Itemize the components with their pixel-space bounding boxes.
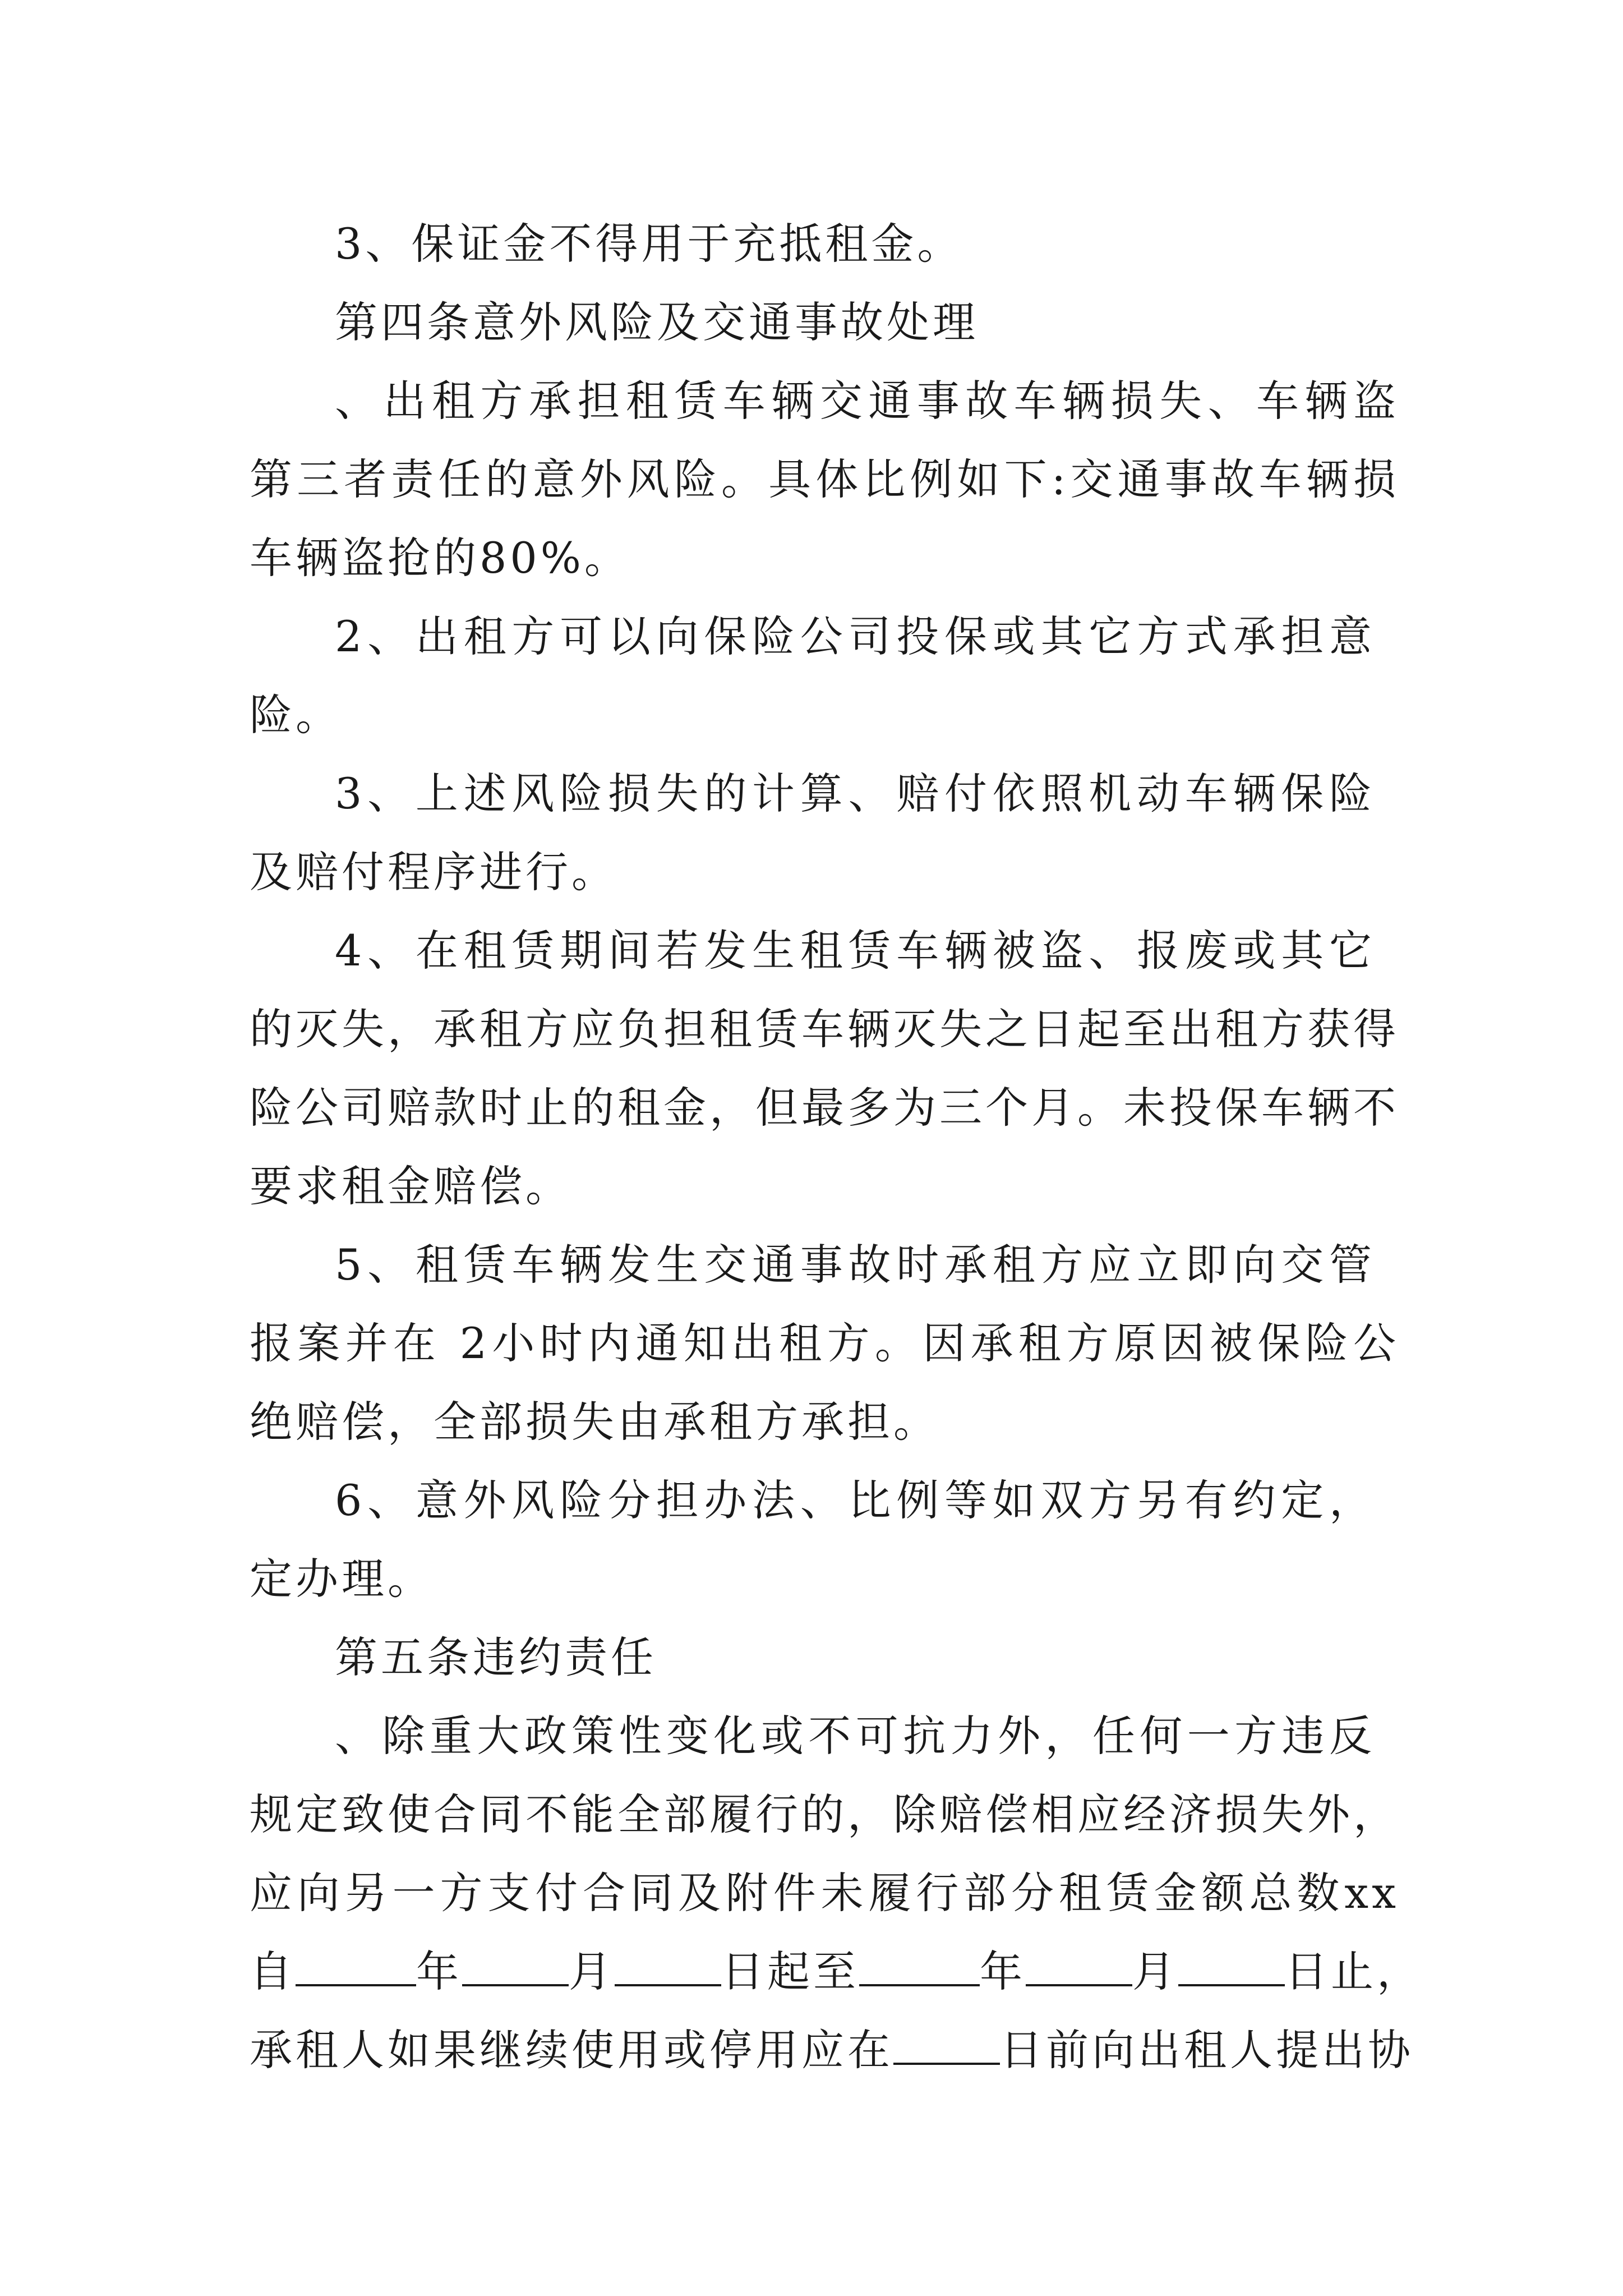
article-5-clause-1-line-2: 规定致使合同不能全部履行的，除赔偿相应经济损失外，: [250, 1789, 1399, 1839]
date-year-label-2: 年: [980, 1947, 1026, 1996]
blank-start-day: [615, 1945, 721, 1986]
blank-end-month: [1026, 1945, 1132, 1986]
article-4-clause-1-line-3: 车辆盗抢的80%。: [250, 533, 630, 583]
blank-end-day: [1178, 1945, 1285, 1986]
renewal-text-after: 日前向出租人提出协: [1000, 2025, 1414, 2075]
article-4-clause-5-line-3: 绝赔偿，全部损失由承租方承担。: [250, 1397, 939, 1447]
blank-end-year: [859, 1945, 980, 1986]
article-4-clause-1-line-1: 、出租方承担租赁车辆交通事故车辆损失、车辆盗: [335, 376, 1399, 426]
blank-renewal-day: [893, 2023, 1000, 2065]
article-4-clause-6-line-1: 6、意外风险分担办法、比例等如双方另有约定，: [335, 1475, 1375, 1525]
blank-start-year: [296, 1945, 416, 1986]
date-month-label-2: 月: [1132, 1947, 1178, 1996]
paragraph-deposit-rule: 3、保证金不得用于充抵租金。: [335, 219, 963, 269]
article-5-heading: 第五条违约责任: [335, 1632, 657, 1682]
date-month-label-1: 月: [569, 1947, 615, 1996]
article-4-clause-3-line-1: 3、上述风险损失的计算、赔付依照机动车辆保险: [335, 769, 1375, 818]
article-4-clause-5-line-1: 5、租赁车辆发生交通事故时承租方应立即向交管: [335, 1240, 1375, 1290]
renewal-text-before: 承租人如果继续使用或停用应在: [250, 2025, 893, 2075]
article-5-clause-1-line-3: 应向另一方支付合同及附件未履行部分租赁金额总数xx: [250, 1868, 1399, 1918]
article-4-clause-2-line-1: 2、出租方可以向保险公司投保或其它方式承担意: [335, 611, 1375, 661]
article-4-clause-4-line-2: 的灭失，承租方应负担租赁车辆灭失之日起至出租方获得: [250, 1004, 1399, 1054]
blank-start-month: [462, 1945, 569, 1986]
article-4-clause-6-line-2: 定办理。: [250, 1554, 434, 1604]
date-day-label-1: 日起至: [721, 1947, 859, 1996]
article-4-clause-3-line-2: 及赔付程序进行。: [250, 847, 617, 897]
date-range-line: [250, 1944, 1423, 2000]
date-day-label-2: 日止，: [1285, 1947, 1423, 1996]
article-5-clause-1-line-1: 、除重大政策性变化或不可抗力外，任何一方违反: [335, 1711, 1375, 1761]
article-4-clause-4-line-3: 险公司赔款时止的租金，但最多为三个月。未投保车辆不: [250, 1083, 1399, 1133]
date-from-label: 自: [250, 1947, 296, 1996]
article-4-clause-4-line-1: 4、在租赁期间若发生租赁车辆被盗、报废或其它: [335, 926, 1375, 976]
article-4-clause-4-line-4: 要求租金赔偿。: [250, 1161, 571, 1211]
renewal-line: [250, 2022, 1414, 2078]
article-4-clause-2-line-2: 险。: [250, 690, 342, 740]
article-4-clause-5-line-2: 报案并在 2小时内通知出租方。因承租方原因被保险公: [250, 1318, 1399, 1368]
article-4-clause-1-line-2: 第三者责任的意外风险。具体比例如下:交通事故车辆损: [250, 454, 1399, 504]
date-year-label-1: 年: [416, 1947, 462, 1996]
article-4-heading: 第四条意外风险及交通事故处理: [335, 297, 979, 347]
